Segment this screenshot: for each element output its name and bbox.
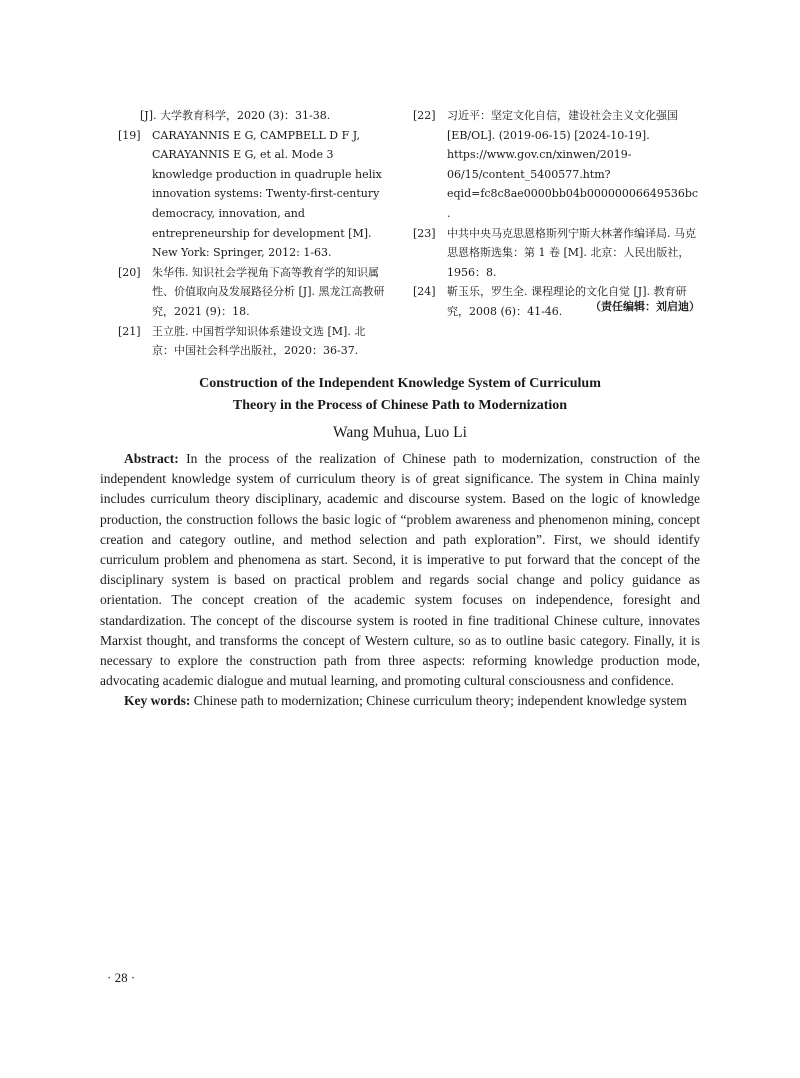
reference-text: 靳玉乐，罗生全. 课程理论的文化自觉 [J]. 教育研究，2008 (6)：41-46. bbox=[447, 285, 687, 318]
abstract-label: Abstract: bbox=[124, 451, 179, 466]
reference-number: [23] bbox=[413, 226, 436, 240]
english-title-line-1: Construction of the Independent Knowledge System of Curriculum bbox=[199, 376, 601, 391]
references-right-column bbox=[413, 106, 701, 322]
abstract-text: In the process of the realization of Chinese path to modernization, construction of the independent knowledge system of curriculum theory is of great significance. The system in China mainly includes curriculum theory disciplinary, academic and discourse system. Based on the logic of knowledge production, the construction follows the basic logic of “problem awareness and phenomenon mining, concept creation and category outline, and method selection and path exploration”. First, we should identify curriculum problem and phenomena as start. Second, it is imperative to put forward that the concept of the disciplinary system is based on practical problem and regards social change and policy guidance as orientation. The concept creation of the academic system focuses on independence, foresight and standardization. The concept of the discourse system is rooted in fine traditional Chinese culture, innovates Marxist thought, and transforms the concept of Western culture, so as to outline basic category. Finally, it is necessary to explore the construction path from three aspects: reforming knowledge production mode, advocating academic dialogue and mutual learning, and promoting cultural consciousness and confidence. bbox=[100, 451, 700, 689]
reference-entry bbox=[413, 106, 701, 224]
reference-entry bbox=[118, 106, 386, 126]
page-number: · 28 · bbox=[107, 970, 136, 985]
reference-number: [22] bbox=[413, 109, 436, 122]
reference-entry bbox=[118, 263, 386, 322]
reference-text: 中共中央马克思恩格斯列宁斯大林著作编译局. 马克思恩格斯选集：第 1 卷 [M]. 北京：人民出版社，1956：8. bbox=[447, 226, 696, 279]
reference-entry bbox=[118, 126, 386, 263]
reference-number: [21] bbox=[118, 324, 141, 338]
reference-text: 习近平：坚定文化自信，建设社会主义文化强国 [EB/OL]. (2019-06-15) [2024-10-19]. https://www.gov.cn/xinwen/2019-06/15/content_5400577.htm? eqid=fc8c8ae0000bb04b00000006649536bc. bbox=[447, 109, 699, 220]
keywords-text: Chinese path to modernization; Chinese curriculum theory; independent knowledge system bbox=[190, 693, 687, 709]
reference-number bbox=[118, 106, 140, 126]
english-title-line-2: Theory in the Process of Chinese Path to Modernization bbox=[232, 398, 568, 413]
reference-text: 朱华伟. 知识社会学视角下高等教育学的知识属性、价值取向及发展路径分析 [J]. 黑龙江高教研究，2021 (9)：18. bbox=[152, 265, 385, 318]
authors: Wang Muhua, Luo Li bbox=[333, 424, 467, 441]
references-left-column bbox=[118, 106, 386, 361]
reference-number: [20] bbox=[118, 265, 141, 279]
reference-text: 王立胜. 中国哲学知识体系建设文选 [M]. 北京：中国社会科学出版社，2020：36-37. bbox=[152, 324, 366, 358]
reference-number: [19] bbox=[118, 128, 141, 142]
reference-entry bbox=[413, 224, 701, 283]
reference-entry bbox=[118, 322, 386, 361]
reference-text: CARAYANNIS E G, CAMPBELL D F J, CARAYANNIS E G, et al. Mode 3 knowledge production in quadruple helix innovation systems: Twenty-first-century democracy, innovation, and entrepreneurship for development [M]. New York: Springer, 2012: 1-63. bbox=[152, 128, 382, 260]
abstract-paragraph bbox=[100, 449, 700, 691]
reference-number: [24] bbox=[413, 285, 436, 299]
english-title bbox=[100, 373, 700, 417]
editor-credit: （责任编辑：刘启迪） bbox=[590, 300, 700, 313]
abstract-section bbox=[100, 449, 700, 712]
reference-text: [J]. 大学教育科学，2020 (3)：31-38. bbox=[140, 109, 331, 122]
keywords-label: Key words: bbox=[124, 693, 191, 709]
keywords-paragraph bbox=[100, 691, 700, 711]
